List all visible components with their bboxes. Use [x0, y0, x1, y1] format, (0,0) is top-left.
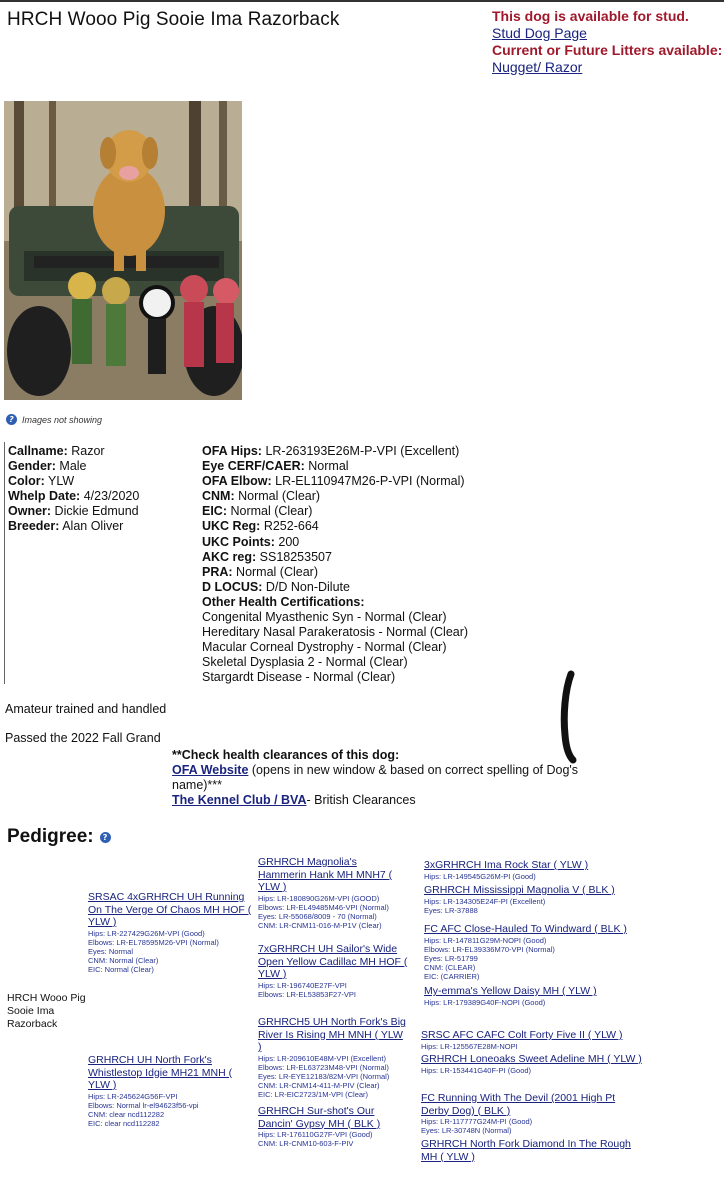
pedigree-gen3-4: My-emma's Yellow Daisy MH ( YLW ) Hips: LR-179389G40F-NOPI (Good) [424, 985, 646, 1007]
gen3-6-link[interactable]: GRHRCH Loneoaks Sweet Adeline MH ( YLW ) [421, 1053, 642, 1065]
note-amateur: Amateur trained and handled [5, 702, 167, 716]
gen3-8-link[interactable]: GRHRCH North Fork Diamond In The Rough MH ( YLW ) [421, 1138, 631, 1163]
gen3-2-link[interactable]: GRHRCH Mississippi Magnolia V ( BLK ) [424, 884, 615, 896]
sire-link[interactable]: SRSAC 4xGRHRCH UH Running On The Verge Of Chaos MH HOF ( YLW ) [88, 891, 252, 928]
pedigree-title-text: Pedigree: [7, 826, 94, 847]
health-clearances-section [172, 748, 592, 808]
info-health-cert: Stargardt Disease - Normal (Clear) [202, 670, 396, 685]
pedigree-dam-dam [258, 1105, 408, 1148]
pedigree-sire-dam [258, 943, 418, 999]
stud-available-text: This dog is available for stud. [492, 8, 689, 24]
pedigree-gen3-5: SRSC AFC CAFC Colt Forty Five II ( YLW ) Hips: LR-125567E28M-NOPI [421, 1029, 643, 1051]
info-eic: EIC: Normal (Clear) [202, 504, 313, 519]
info-owner: Owner: Dickie Edmund [8, 504, 139, 518]
info-eye-cerf: Eye CERF/CAER: Normal [202, 459, 349, 474]
dog-info-right [202, 444, 468, 686]
sire-dam-link[interactable]: 7xGRHRCH UH Sailor's Wide Open Yellow Cadillac MH HOF ( YLW ) [258, 943, 408, 980]
pedigree-sire [88, 891, 252, 975]
info-callname: Callname: Razor [8, 444, 105, 458]
litters-available-text: Current or Future Litters available: [492, 42, 723, 58]
info-ofa-elbow: OFA Elbow: LR-EL110947M26-P-VPI (Normal) [202, 474, 465, 489]
info-akc-reg: AKC reg: SS18253507 [202, 549, 332, 564]
health-clearances-heading: **Check health clearances of this dog: [172, 748, 400, 762]
stud-info [492, 8, 722, 76]
note-passed: Passed the 2022 Fall Grand [5, 731, 161, 745]
page-title: HRCH Wooo Pig Sooie Ima Razorback [7, 9, 340, 30]
info-gender: Gender: Male [8, 459, 87, 473]
dam-sire-link[interactable]: GRHRCH5 UH North Fork's Big River Is Rising MH MNH ( YLW ) [258, 1016, 406, 1053]
pedigree-gen3-7: FC Running With The Devil (2001 High Pt Derby Dog) ( BLK ) Hips: LR-117777G24M-PI (Good) Eyes: LR-30748N (Normal) [421, 1092, 643, 1135]
gen3-4-link[interactable]: My-emma's Yellow Daisy MH ( YLW ) [424, 985, 597, 997]
pedigree-gen3-6: GRHRCH Loneoaks Sweet Adeline MH ( YLW ) Hips: LR-153441G40F-PI (Good) [421, 1053, 642, 1075]
help-icon[interactable]: ? [6, 414, 17, 425]
info-cnm: CNM: Normal (Clear) [202, 489, 321, 504]
info-ukc-reg: UKC Reg: R252-664 [202, 519, 319, 534]
info-ofa-hips: OFA Hips: LR-263193E26M-P-VPI (Excellent) [202, 444, 460, 458]
top-border [0, 0, 724, 2]
pedigree-gen3-3: FC AFC Close-Hauled To Windward ( BLK ) Hips: LR-147811G29M-NOPI (Good) Elbows: LR-EL39336M70-VPI (Normal) Eyes: LR-51799 CNM: (CLEAR) EIC: (CARRIER) [424, 923, 646, 982]
dam-dam-link[interactable]: GRHRCH Sur-shot's Our Dancin' Gypsy MH ( BLK ) [258, 1105, 381, 1130]
kennel-club-link[interactable]: The Kennel Club / BVA [172, 793, 307, 807]
pedigree-gen3-8 [421, 1138, 643, 1163]
pedigree-gen3-2: GRHRCH Mississippi Magnolia V ( BLK ) Hips: LR-134305E24F-PI (Excellent) Eyes: LR-37888 [424, 884, 646, 915]
info-breeder: Breeder: Alan Oliver [8, 519, 124, 533]
pedigree-dog-name: HRCH Wooo Pig Sooie Ima Razorback [7, 992, 86, 1030]
kennel-note: - British Clearances [306, 793, 416, 807]
info-health-cert: Skeletal Dysplasia 2 - Normal (Clear) [202, 655, 408, 670]
info-d-locus: D LOCUS: D/D Non-Dilute [202, 579, 350, 594]
info-health-cert: Congenital Myasthenic Syn - Normal (Clear) [202, 610, 447, 625]
ofa-note: (opens in new window & based on correct spelling of Dog's name)*** [172, 763, 579, 792]
info-color: Color: YLW [8, 474, 75, 488]
info-health-cert: Hereditary Nasal Parakeratosis - Normal (Clear) [202, 625, 469, 640]
dam-health: Hips: LR-245624G56F-VPI Elbows: Normal lr-el94623f56-vpi CNM: clear ncd112282 EIC: clear ncd112282 [88, 1091, 199, 1129]
dam-sire-health: Hips: LR-209610E48M-VPI (Excellent) Elbows: LR-EL63723M48-VPI (Normal) Eyes: LR-EYE12183/82M-VPI (Normal) CNM: LR-CNM14-411-M-PIV (Clear) EIC: LR-EIC2723/1M-VPI (Clear) [258, 1053, 390, 1100]
stud-dog-page-link[interactable]: Stud Dog Page [492, 25, 587, 41]
gen3-1-link[interactable]: 3xGRHRCH Ima Rock Star ( YLW ) [424, 859, 589, 871]
pedigree-sire-sire [258, 856, 408, 930]
info-ukc-points: UKC Points: 200 [202, 534, 300, 549]
sire-dam-health: Hips: LR-196740E27F-VPI Elbows: LR-EL53853F27-VPI [258, 980, 356, 999]
images-not-showing[interactable] [6, 414, 102, 425]
dog-info-left [8, 444, 139, 534]
gen3-7-link[interactable]: FC Running With The Devil (2001 High Pt Derby Dog) ( BLK ) [421, 1092, 616, 1117]
pedigree-help-icon[interactable]: ? [100, 832, 111, 843]
images-not-showing-label: Images not showing [22, 414, 103, 425]
info-other-health-heading: Other Health Certifications: [202, 594, 365, 609]
pedigree-gen3-1: 3xGRHRCH Ima Rock Star ( YLW ) Hips: LR-149545G26M-PI (Good) [424, 859, 646, 881]
dog-photo[interactable] [4, 101, 242, 400]
pedigree-title [7, 826, 111, 848]
info-pra: PRA: Normal (Clear) [202, 564, 318, 579]
gen3-3-link[interactable]: FC AFC Close-Hauled To Windward ( BLK ) [424, 923, 627, 935]
dog-photo-illustration [4, 101, 242, 400]
sire-sire-health: Hips: LR-180890G26M-VPI (GOOD) Elbows: LR-EL49485M46-VPI (Normal) Eyes: LR-55068/8009 - 70 (Normal) CNM: LR-CNM11-016-M-P1V (Clear) [258, 893, 389, 931]
sire-sire-link[interactable]: GRHRCH Magnolia's Hammerin Hank MH MNH7 ( YLW ) [258, 856, 393, 893]
gen3-5-link[interactable]: SRSC AFC CAFC Colt Forty Five II ( YLW ) [421, 1029, 623, 1041]
ofa-website-link[interactable]: OFA Website [172, 763, 249, 777]
dam-link[interactable]: GRHRCH UH North Fork's Whistlestop Idgie MH21 MNH ( YLW ) [88, 1054, 233, 1091]
info-whelp-date: Whelp Date: 4/23/2020 [8, 489, 140, 503]
dam-dam-health: Hips: LR-176110G27F-VPI (Good) CNM: LR-CNM10-603-F-PIV [258, 1130, 373, 1149]
pedigree-dam [88, 1054, 236, 1128]
litters-link[interactable]: Nugget/ Razor [492, 59, 583, 75]
sire-health: Hips: LR-227429G26M-VPI (Good) Elbows: LR-EL78595M26-VPI (Normal) Eyes: Normal CNM: Normal (Clear) EIC: Normal (Clear) [88, 928, 219, 975]
info-health-cert: Macular Corneal Dystrophy - Normal (Clear) [202, 640, 447, 655]
pedigree-dam-sire [258, 1016, 408, 1100]
